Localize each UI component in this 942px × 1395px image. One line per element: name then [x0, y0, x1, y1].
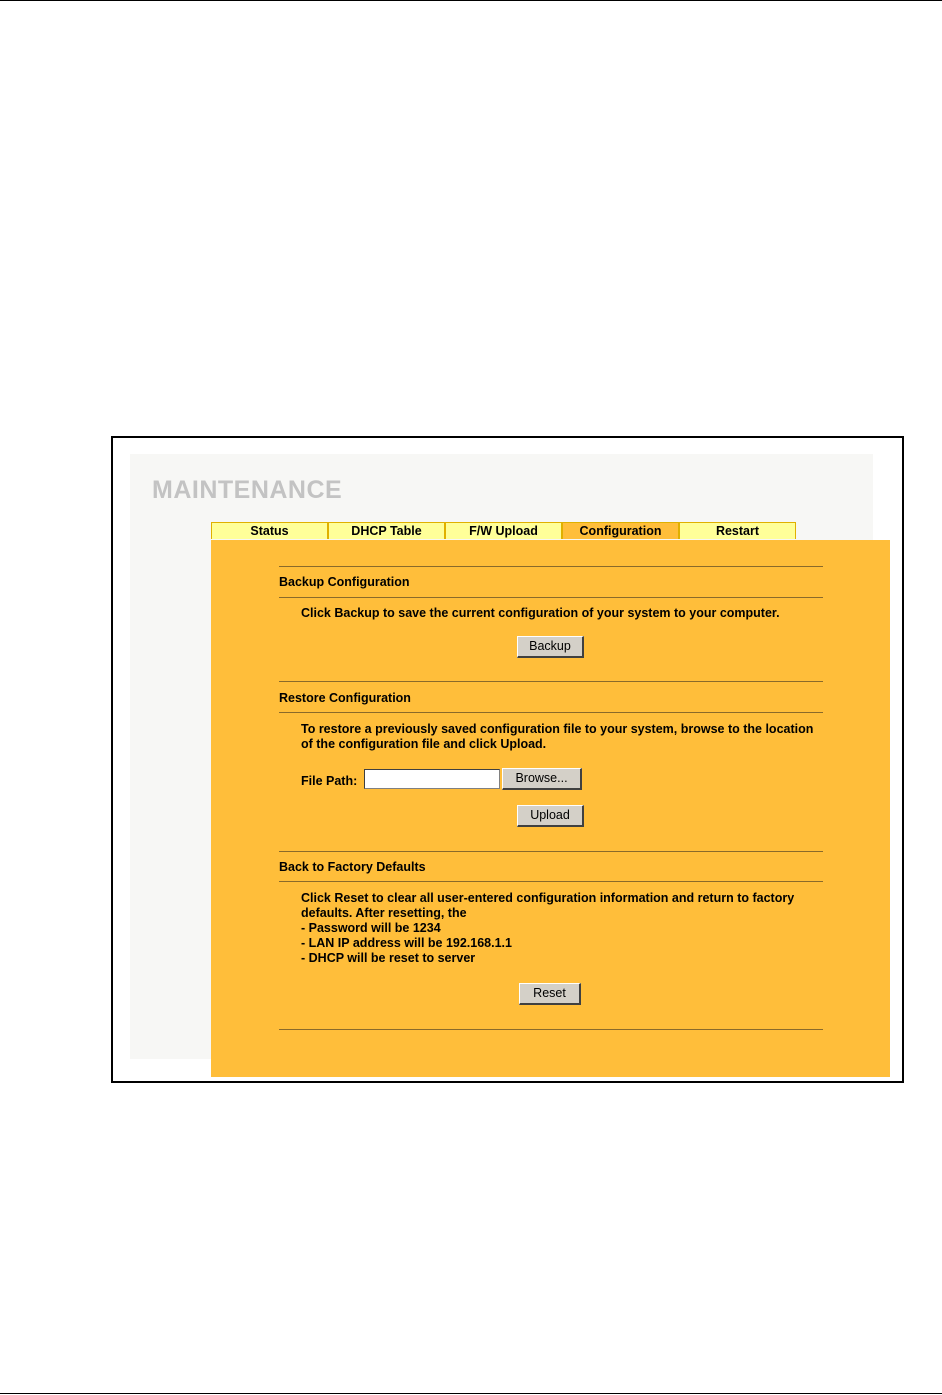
restore-description: To restore a previously saved configuration file to your system, browse to the location of the configuration file and click Upload. [301, 722, 814, 751]
divider [279, 597, 823, 598]
tab-fw-upload[interactable]: F/W Upload [445, 522, 562, 539]
divider [279, 681, 823, 682]
screenshot-frame [111, 436, 904, 1083]
factory-description [301, 891, 825, 966]
tab-restart[interactable]: Restart [679, 522, 796, 539]
configuration-panel [211, 540, 890, 1077]
screen-background [130, 454, 873, 1059]
upload-button[interactable]: Upload [517, 805, 584, 827]
tab-status[interactable]: Status [211, 522, 328, 539]
page-bottom-rule [0, 1393, 942, 1394]
reset-button[interactable]: Reset [519, 983, 581, 1005]
tab-configuration[interactable]: Configuration [562, 522, 679, 539]
page-top-rule [0, 0, 942, 1]
file-path-label: File Path: [301, 774, 358, 788]
browse-button[interactable]: Browse... [502, 768, 582, 790]
backup-description: Click Backup to save the current configuration of your system to your computer. [301, 606, 780, 620]
backup-section-title: Backup Configuration [279, 575, 410, 589]
divider [279, 566, 823, 567]
restore-section-title: Restore Configuration [279, 691, 411, 705]
divider [279, 881, 823, 882]
divider [279, 712, 823, 713]
factory-item-lan-ip: - LAN IP address will be 192.168.1.1 [301, 936, 512, 950]
page-title: MAINTENANCE [152, 476, 343, 504]
backup-button[interactable]: Backup [517, 636, 584, 658]
divider [279, 1029, 823, 1030]
factory-item-dhcp: - DHCP will be reset to server [301, 951, 476, 965]
file-path-input[interactable] [364, 769, 500, 789]
factory-intro-text: Click Reset to clear all user-entered configuration information and return to factory defaults. After resetting, the [301, 891, 795, 920]
factory-item-password: - Password will be 1234 [301, 921, 441, 935]
factory-section-title: Back to Factory Defaults [279, 860, 426, 874]
tab-dhcp-table[interactable]: DHCP Table [328, 522, 445, 539]
divider [279, 851, 823, 852]
